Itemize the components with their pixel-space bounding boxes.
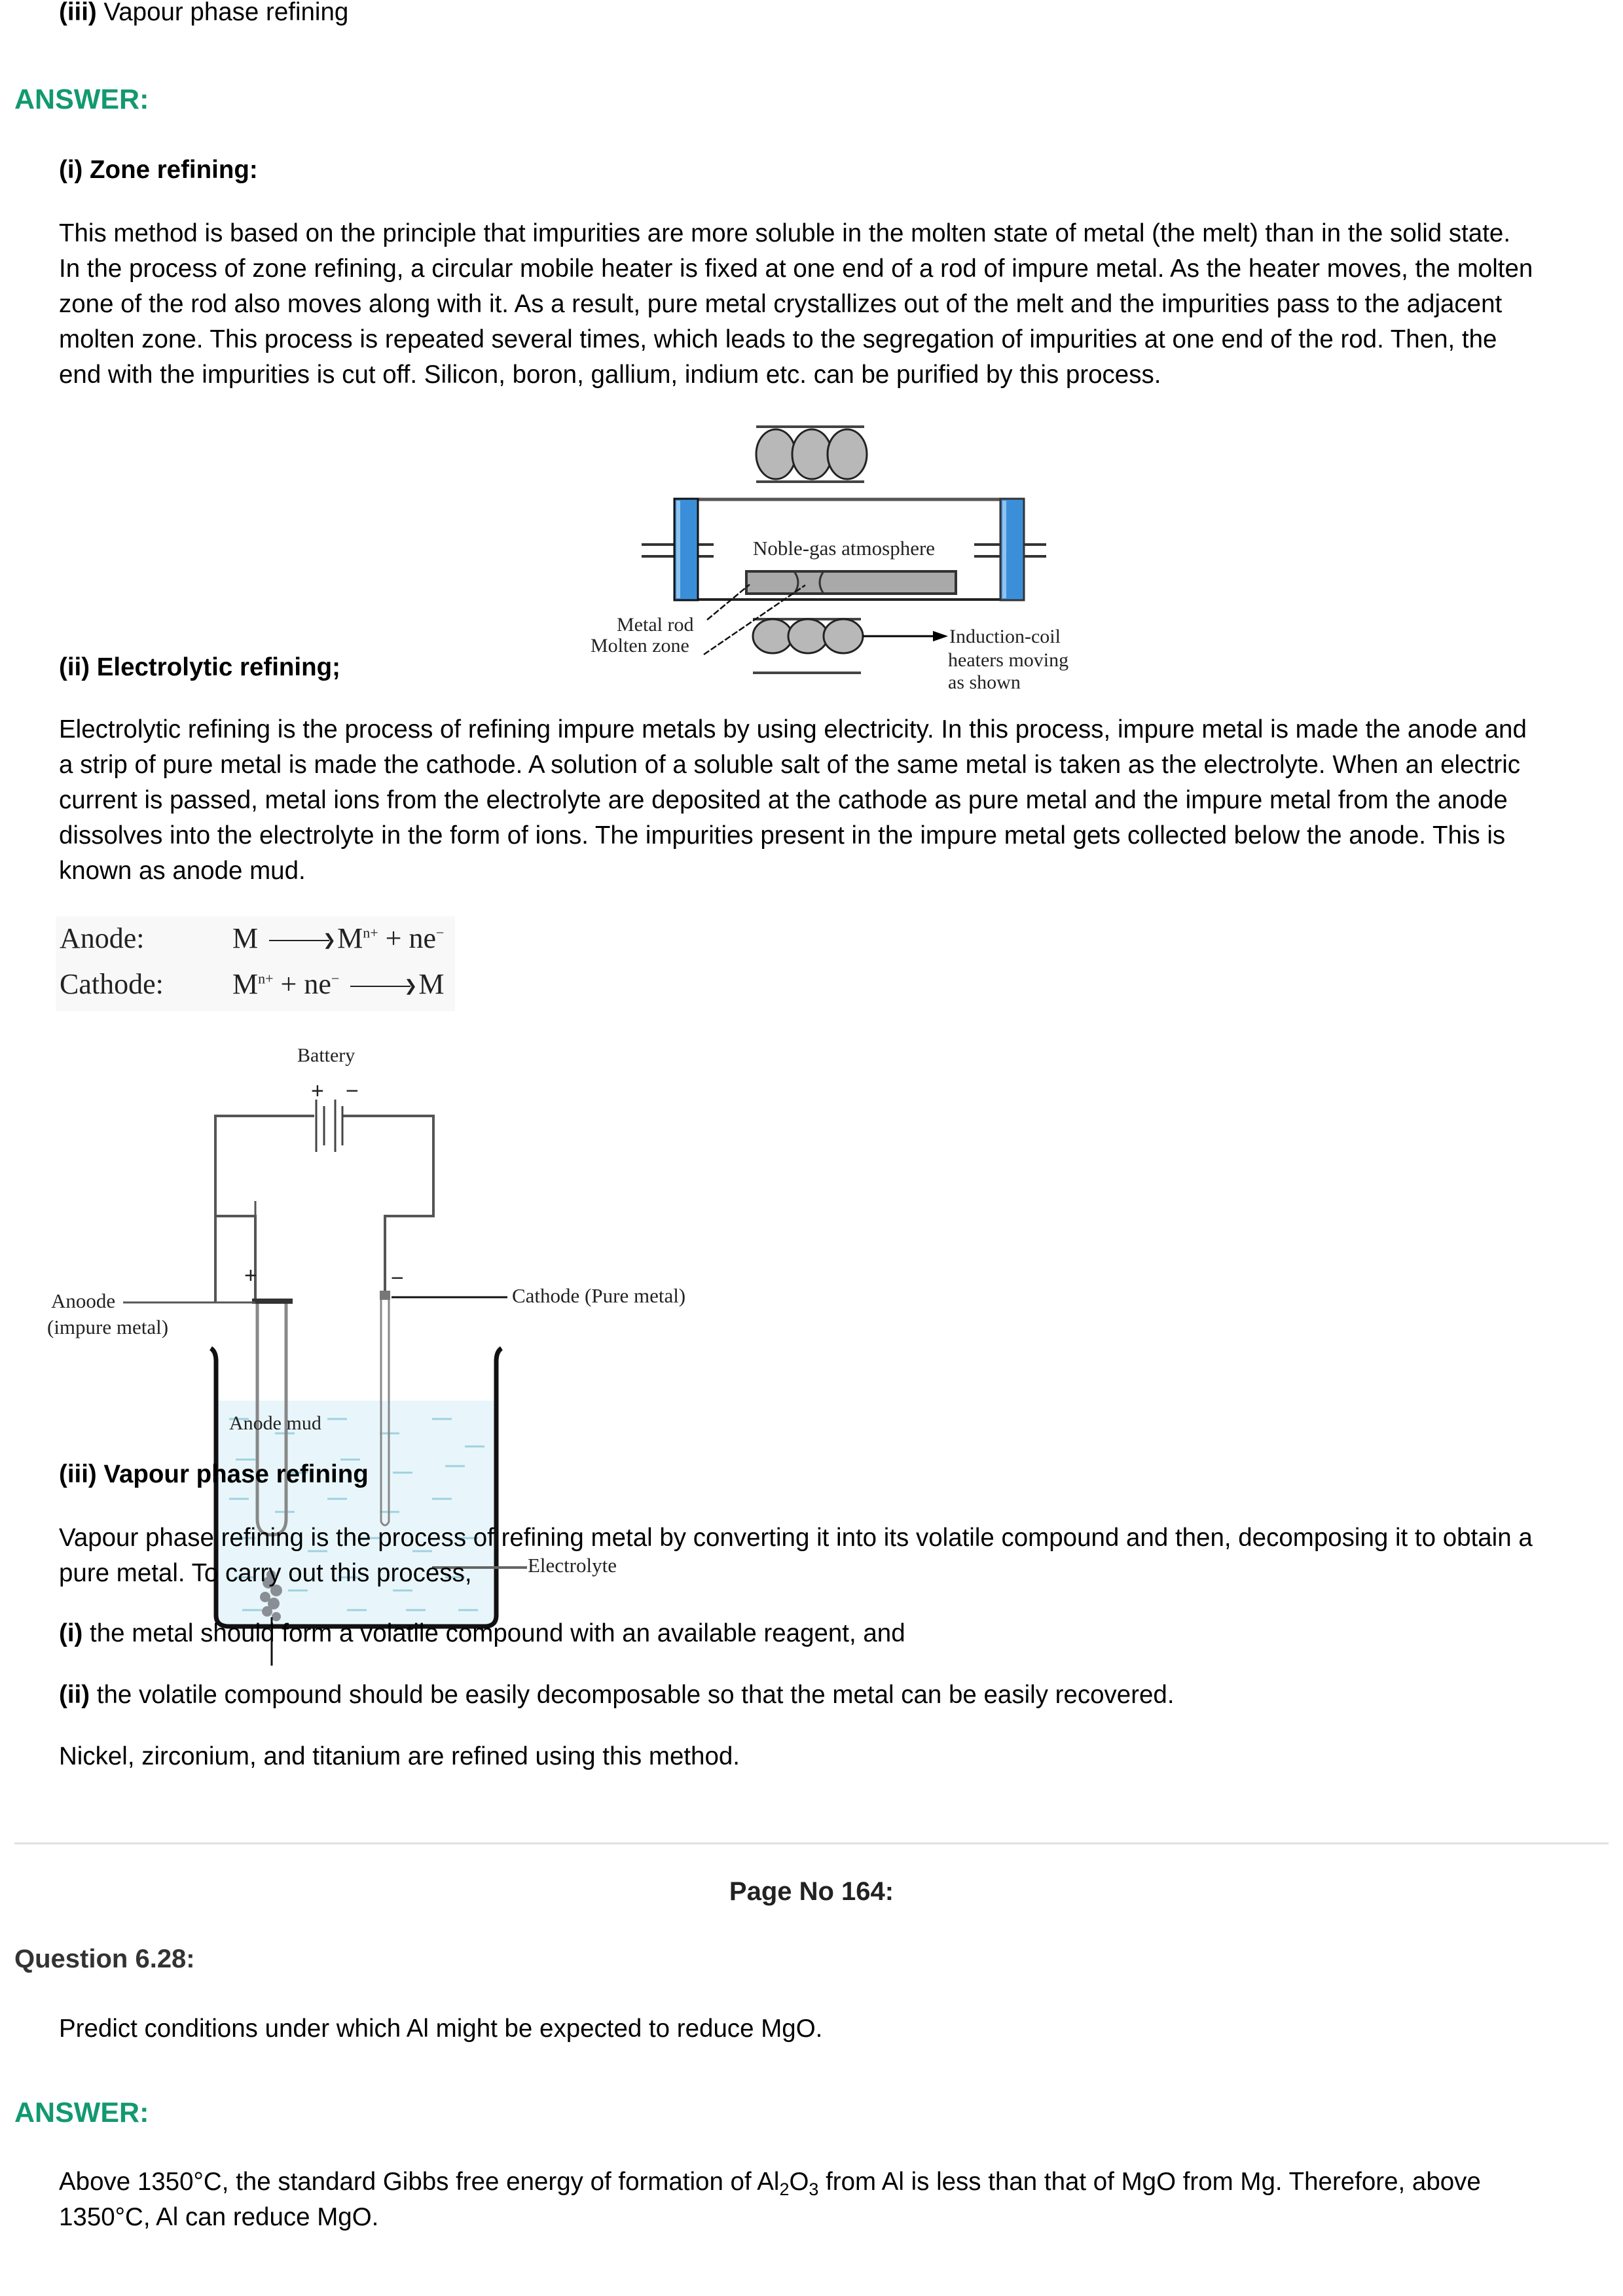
- bottom-coil-icon: [753, 619, 863, 673]
- paragraph-line: dissolves into the electrolyte in the form of ions. The impurities present in the impure metal gets collected below the anode. This is: [59, 821, 1506, 850]
- paragraph-line: zone of the rod also moves along with it. As a result, pure metal crystallizes out of the melt and the impurities pass to the adjacent: [59, 290, 1503, 318]
- question-text: Predict conditions under which Al might be expected to reduce MgO.: [59, 2015, 823, 2043]
- paragraph-line: [59, 2164, 1617, 2200]
- electrolytic-refining-heading: (ii) Electrolytic refining;: [59, 653, 340, 681]
- paragraph-line: 1350°C, Al can reduce MgO.: [59, 2203, 379, 2231]
- eq-term: + ne: [280, 968, 331, 1000]
- svg-text:Battery: Battery: [297, 1045, 356, 1066]
- reaction-arrow-icon: ❯: [346, 980, 418, 994]
- paragraph-line: Vapour phase refining is the process of refining metal by converting it into its volatile compound and then, decomposing it to obtain a: [59, 1524, 1533, 1552]
- vapour-closing-line: Nickel, zirconium, and titanium are refined using this method.: [59, 1742, 740, 1770]
- direction-arrow-icon: [863, 631, 948, 641]
- cathode-equation-label: Cathode:: [60, 968, 164, 1000]
- answer-label: ANSWER:: [14, 84, 149, 115]
- paragraph-line: Electrolytic refining is the process of refining impure metals by using electricity. In this process, impure metal is made the anode and: [59, 715, 1527, 744]
- eq-term: + ne: [385, 922, 437, 954]
- svg-text:Metal rod: Metal rod: [617, 614, 694, 636]
- paragraph-line: known as anode mud.: [59, 857, 306, 885]
- electrolytic-refining-paragraph: [59, 712, 1617, 889]
- metal-rod-icon: [746, 571, 956, 594]
- condition-prefix: (i): [59, 1619, 83, 1647]
- question-part-iii-line: [59, 0, 348, 30]
- part-prefix: (iii): [59, 0, 97, 26]
- question-label: Question 6.28:: [14, 1945, 195, 1973]
- svg-text:(impure metal): (impure metal): [47, 1316, 169, 1338]
- right-end-cap-icon: [974, 499, 1046, 600]
- answer-label: ANSWER:: [14, 2097, 149, 2128]
- eq-term: M: [337, 922, 363, 954]
- eq-term: M: [418, 968, 445, 1000]
- zone-refining-diagram: [576, 406, 1100, 693]
- svg-text:Induction-coil: Induction-coil: [949, 626, 1061, 647]
- page-number: Page No 164:: [729, 1877, 894, 1906]
- subscript: 2: [779, 2179, 790, 2200]
- vapour-condition-2: [59, 1677, 1175, 1713]
- svg-text:Cathode (Pure metal): Cathode (Pure metal): [512, 1284, 686, 1307]
- top-coil-icon: [756, 427, 867, 482]
- svg-text:Electrolyte: Electrolyte: [528, 1554, 617, 1577]
- eq-superscript: n+: [258, 970, 274, 987]
- svg-text:+: +: [311, 1079, 324, 1103]
- svg-text:Anoode: Anoode: [51, 1289, 116, 1312]
- paragraph-line: In the process of zone refining, a circular mobile heater is fixed at one end of a rod of impure metal. As the heater moves, the molten: [59, 255, 1533, 283]
- svg-text:Molten zone: Molten zone: [591, 635, 689, 656]
- svg-text:as shown: as shown: [948, 672, 1021, 693]
- answer-text: O: [789, 2168, 809, 2196]
- anode-equation: [232, 922, 444, 955]
- reaction-arrow-icon: ❯: [265, 935, 337, 948]
- svg-text:−: −: [346, 1079, 359, 1103]
- eq-term: M: [232, 922, 259, 954]
- eq-superscript: −: [331, 970, 340, 987]
- answer-text: from Al is less than that of MgO from Mg. Therefore, above: [818, 2168, 1481, 2196]
- svg-text:+: +: [244, 1263, 257, 1288]
- paragraph-line: a strip of pure metal is made the cathode. A solution of a soluble salt of the same metal is taken as the electrolyte. When an electric: [59, 751, 1521, 779]
- svg-text:heaters moving: heaters moving: [948, 649, 1069, 671]
- left-end-cap-icon: [642, 499, 714, 600]
- paragraph-line: pure metal. To carry out this process,: [59, 1559, 472, 1587]
- cathode-equation: [232, 967, 444, 1001]
- part-text: Vapour phase refining: [96, 0, 349, 26]
- paragraph-line: molten zone. This process is repeated several times, which leads to the segregation of impurities at one end of the rod. Then, the: [59, 325, 1497, 353]
- svg-text:Noble-gas atmosphere: Noble-gas atmosphere: [753, 537, 936, 560]
- zone-refining-heading: (i) Zone refining:: [59, 156, 258, 184]
- eq-superscript: n+: [363, 924, 378, 941]
- paragraph-line: This method is based on the principle that impurities are more soluble in the molten state of metal (the melt) than in the solid state.: [59, 219, 1511, 247]
- anode-mud-label: Anode mud: [229, 1412, 321, 1434]
- vapour-phase-paragraph: [59, 1520, 1617, 1591]
- condition-text: the volatile compound should be easily decomposable so that the metal can be easily recovered.: [90, 1681, 1175, 1709]
- condition-prefix: (ii): [59, 1681, 90, 1709]
- vapour-phase-heading: (iii) Vapour phase refining: [59, 1460, 369, 1488]
- answer-paragraph: [59, 2164, 1617, 2235]
- eq-superscript: −: [436, 924, 445, 941]
- battery-icon: [316, 1100, 342, 1152]
- zone-refining-illustration: [576, 406, 1100, 693]
- svg-text:−: −: [391, 1266, 404, 1291]
- eq-term: M: [232, 968, 259, 1000]
- condition-text: the metal should form a volatile compound with an available reagent, and: [82, 1619, 905, 1647]
- vapour-condition-1: [59, 1616, 905, 1651]
- subscript: 3: [809, 2179, 819, 2200]
- paragraph-line: current is passed, metal ions from the electrolyte are deposited at the cathode as pure metal and the impure metal from the anode: [59, 786, 1508, 814]
- paragraph-line: end with the impurities is cut off. Silicon, boron, gallium, indium etc. can be purified by this process.: [59, 361, 1161, 389]
- section-divider: [14, 1842, 1609, 1844]
- anode-equation-label: Anode:: [60, 922, 145, 954]
- electrode-equations: [56, 916, 455, 1011]
- zone-refining-paragraph: [59, 216, 1617, 393]
- answer-text: Above 1350°C, the standard Gibbs free energy of formation of Al: [59, 2168, 780, 2196]
